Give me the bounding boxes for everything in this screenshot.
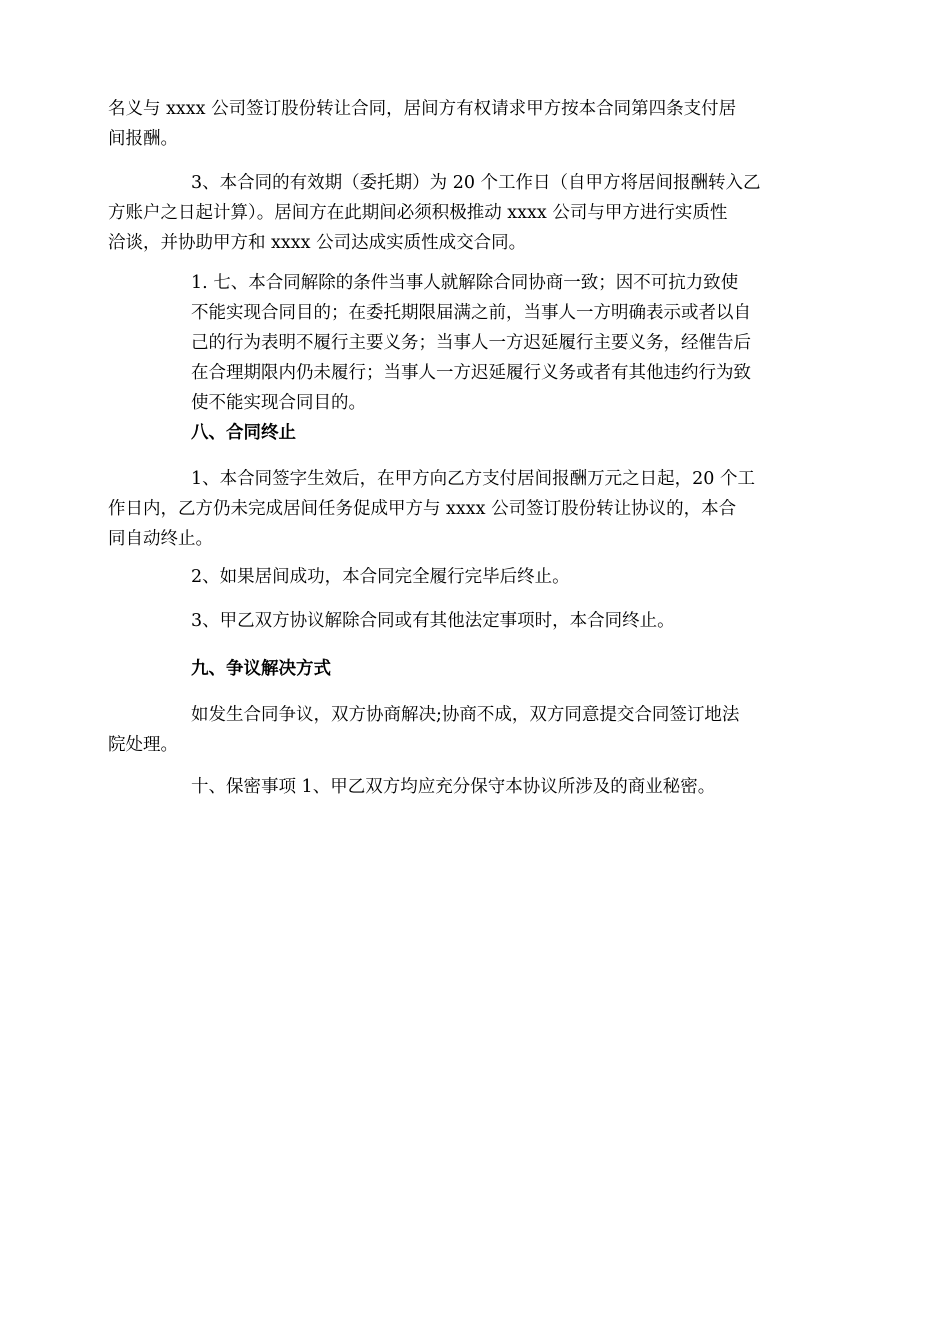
paragraph-8-3 [191, 606, 675, 636]
text-line: 作日内，乙方仍未完成居间任务促成甲方与 xxxx 公司签订股份转让协议的，本合 [108, 499, 737, 519]
paragraph-9 [108, 700, 739, 760]
text-line: 1. 七、本合同解除的条件当事人就解除合同协商一致；因不可抗力致使 [191, 273, 739, 293]
text-line: 同自动终止。 [108, 529, 213, 549]
text-line: 方账户之日起计算）。居间方在此期间必须积极推动 xxxx 公司与甲方进行实质性 [108, 203, 728, 223]
text-line: 3、甲乙双方协议解除合同或有其他法定事项时，本合同终止。 [191, 611, 675, 631]
text-line: 院处理。 [108, 735, 178, 755]
text-line: 3、本合同的有效期（委托期）为 20 个工作日（自甲方将居间报酬转入乙 [191, 173, 761, 193]
text-line: 洽谈，并协助甲方和 xxxx 公司达成实质性成交合同。 [108, 233, 527, 253]
heading-text: 八、合同终止 [191, 423, 296, 443]
text-line: 在合理期限内仍未履行；当事人一方迟延履行义务或者有其他违约行为致 [191, 363, 751, 383]
text-line: 己的行为表明不履行主要义务；当事人一方迟延履行主要义务，经催告后 [191, 333, 751, 353]
section-heading-9 [191, 654, 331, 684]
heading-text: 九、争议解决方式 [191, 659, 331, 679]
text-line: 间报酬。 [108, 129, 178, 149]
text-line: 2、如果居间成功，本合同完全履行完毕后终止。 [191, 567, 570, 587]
paragraph-8-2 [191, 562, 570, 592]
paragraph-continuation [108, 94, 736, 154]
text-line: 使不能实现合同目的。 [191, 393, 366, 413]
text-line: 1、本合同签字生效后，在甲方向乙方支付居间报酬万元之日起，20 个工 [191, 469, 755, 489]
section-heading-8 [191, 418, 296, 448]
paragraph-8-1 [108, 464, 755, 554]
text-line: 如发生合同争议，双方协商解决;协商不成，双方同意提交合同签订地法 [191, 705, 740, 725]
paragraph-clause-7 [191, 268, 751, 418]
paragraph-10 [191, 772, 715, 802]
text-line: 名义与 xxxx 公司签订股份转让合同，居间方有权请求甲方按本合同第四条支付居 [108, 99, 737, 119]
text-line: 不能实现合同目的；在委托期限届满之前，当事人一方明确表示或者以自 [191, 303, 751, 323]
paragraph-clause-3 [108, 168, 761, 258]
text-line: 十、保密事项 1、甲乙双方均应充分保守本协议所涉及的商业秘密。 [191, 777, 716, 797]
